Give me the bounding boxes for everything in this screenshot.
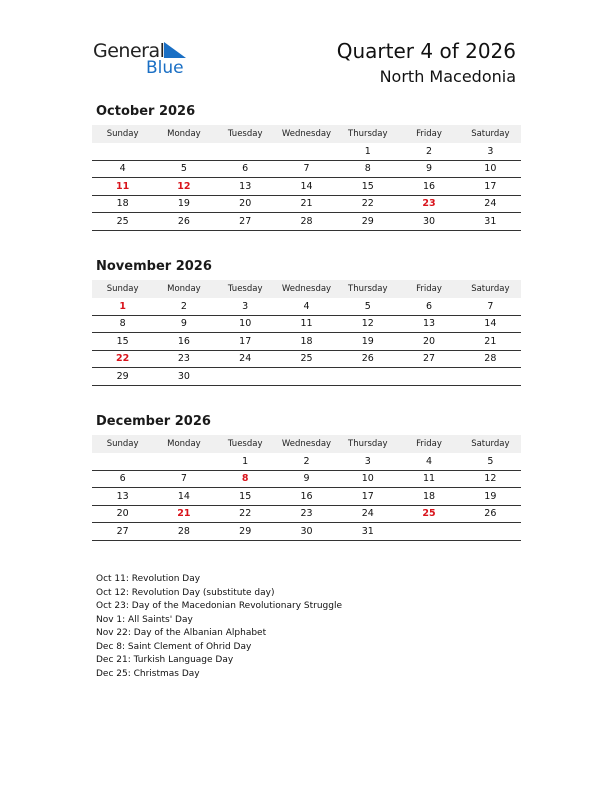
day-cell: 4 bbox=[276, 298, 337, 315]
week-row bbox=[92, 453, 521, 470]
day-cell: 5 bbox=[153, 160, 214, 178]
day-cell: 11 bbox=[276, 315, 337, 333]
day-cell: 7 bbox=[276, 160, 337, 178]
logo-word-blue: Blue bbox=[146, 58, 184, 78]
day-cell: 25 bbox=[398, 505, 459, 523]
day-cell: 8 bbox=[215, 470, 276, 488]
month-title: November 2026 bbox=[96, 259, 212, 274]
week-row bbox=[92, 470, 521, 488]
weekday-header: Wednesday bbox=[276, 125, 337, 143]
week-row bbox=[92, 505, 521, 523]
day-cell bbox=[92, 453, 153, 470]
month-title: December 2026 bbox=[96, 414, 211, 429]
month-grid bbox=[92, 280, 521, 386]
day-cell bbox=[153, 453, 214, 470]
day-cell: 22 bbox=[215, 505, 276, 523]
day-cell: 23 bbox=[153, 350, 214, 368]
month-grid bbox=[92, 125, 521, 231]
day-cell: 10 bbox=[460, 160, 521, 178]
week-row bbox=[92, 523, 521, 541]
day-cell: 11 bbox=[92, 178, 153, 196]
day-cell: 26 bbox=[153, 213, 214, 231]
day-cell: 21 bbox=[276, 195, 337, 213]
weekday-header: Wednesday bbox=[276, 435, 337, 453]
day-cell: 24 bbox=[460, 195, 521, 213]
weekday-header: Monday bbox=[153, 280, 214, 298]
day-cell: 19 bbox=[460, 488, 521, 506]
day-cell: 15 bbox=[92, 333, 153, 351]
week-row bbox=[92, 213, 521, 231]
day-cell: 17 bbox=[215, 333, 276, 351]
day-cell: 15 bbox=[337, 178, 398, 196]
weekday-header: Sunday bbox=[92, 280, 153, 298]
weekday-header: Monday bbox=[153, 125, 214, 143]
day-cell: 1 bbox=[92, 298, 153, 315]
day-cell: 16 bbox=[398, 178, 459, 196]
weekday-header: Thursday bbox=[337, 125, 398, 143]
weekday-header: Tuesday bbox=[215, 125, 276, 143]
day-cell bbox=[337, 368, 398, 386]
day-cell: 27 bbox=[215, 213, 276, 231]
day-cell: 10 bbox=[337, 470, 398, 488]
day-cell: 3 bbox=[337, 453, 398, 470]
day-cell: 23 bbox=[398, 195, 459, 213]
day-cell: 13 bbox=[92, 488, 153, 506]
day-cell: 12 bbox=[460, 470, 521, 488]
holiday-note: Oct 12: Revolution Day (substitute day) bbox=[96, 587, 275, 598]
country-name: North Macedonia bbox=[379, 67, 516, 86]
day-cell bbox=[153, 143, 214, 160]
day-cell: 6 bbox=[215, 160, 276, 178]
day-cell: 24 bbox=[337, 505, 398, 523]
day-cell: 14 bbox=[460, 315, 521, 333]
day-cell: 12 bbox=[153, 178, 214, 196]
holiday-notes bbox=[96, 573, 342, 681]
day-cell bbox=[460, 523, 521, 541]
day-cell: 10 bbox=[215, 315, 276, 333]
week-row bbox=[92, 178, 521, 196]
day-cell bbox=[460, 368, 521, 386]
day-cell: 12 bbox=[337, 315, 398, 333]
week-row bbox=[92, 350, 521, 368]
week-row bbox=[92, 160, 521, 178]
day-cell bbox=[276, 143, 337, 160]
day-cell bbox=[276, 368, 337, 386]
week-row bbox=[92, 298, 521, 315]
day-cell: 15 bbox=[215, 488, 276, 506]
day-cell: 16 bbox=[153, 333, 214, 351]
day-cell: 28 bbox=[153, 523, 214, 541]
month-grid bbox=[92, 435, 521, 541]
day-cell: 11 bbox=[398, 470, 459, 488]
day-cell: 7 bbox=[153, 470, 214, 488]
day-cell: 24 bbox=[215, 350, 276, 368]
holiday-note: Nov 22: Day of the Albanian Alphabet bbox=[96, 628, 267, 638]
day-cell: 29 bbox=[92, 368, 153, 386]
day-cell: 17 bbox=[337, 488, 398, 506]
weekday-header: Friday bbox=[398, 125, 459, 143]
holiday-note: Dec 25: Christmas Day bbox=[96, 668, 200, 679]
day-cell: 14 bbox=[276, 178, 337, 196]
day-cell: 8 bbox=[92, 315, 153, 333]
day-cell: 30 bbox=[276, 523, 337, 541]
day-cell: 3 bbox=[460, 143, 521, 160]
month-title: October 2026 bbox=[96, 104, 196, 119]
day-cell: 29 bbox=[337, 213, 398, 231]
day-cell: 30 bbox=[398, 213, 459, 231]
day-cell: 5 bbox=[460, 453, 521, 470]
weekday-header: Wednesday bbox=[276, 280, 337, 298]
day-cell: 18 bbox=[276, 333, 337, 351]
day-cell: 19 bbox=[153, 195, 214, 213]
weekday-header: Saturday bbox=[460, 280, 521, 298]
day-cell: 26 bbox=[337, 350, 398, 368]
weekday-header: Thursday bbox=[337, 280, 398, 298]
weekday-header: Friday bbox=[398, 280, 459, 298]
logo-word-general: General bbox=[93, 40, 165, 62]
day-cell: 16 bbox=[276, 488, 337, 506]
weekday-header: Monday bbox=[153, 435, 214, 453]
day-cell bbox=[398, 368, 459, 386]
day-cell: 21 bbox=[153, 505, 214, 523]
day-cell bbox=[215, 368, 276, 386]
weekday-header: Tuesday bbox=[215, 435, 276, 453]
day-cell: 31 bbox=[460, 213, 521, 231]
weekday-header: Saturday bbox=[460, 125, 521, 143]
day-cell: 2 bbox=[153, 298, 214, 315]
day-cell: 5 bbox=[337, 298, 398, 315]
holiday-note: Oct 23: Day of the Macedonian Revolutionary Struggle bbox=[96, 601, 343, 611]
weekday-header: Sunday bbox=[92, 125, 153, 143]
week-row bbox=[92, 315, 521, 333]
week-row bbox=[92, 143, 521, 160]
day-cell: 27 bbox=[92, 523, 153, 541]
day-cell: 20 bbox=[398, 333, 459, 351]
day-cell: 29 bbox=[215, 523, 276, 541]
weekday-header: Sunday bbox=[92, 435, 153, 453]
day-cell: 26 bbox=[460, 505, 521, 523]
month-calendar bbox=[92, 103, 521, 231]
day-cell: 17 bbox=[460, 178, 521, 196]
day-cell: 20 bbox=[92, 505, 153, 523]
day-cell: 7 bbox=[460, 298, 521, 315]
day-cell: 19 bbox=[337, 333, 398, 351]
day-cell: 28 bbox=[276, 213, 337, 231]
weekday-header: Friday bbox=[398, 435, 459, 453]
holiday-note: Oct 11: Revolution Day bbox=[96, 574, 201, 584]
day-cell: 25 bbox=[276, 350, 337, 368]
holiday-note: Dec 8: Saint Clement of Ohrid Day bbox=[96, 641, 252, 652]
weekday-header: Thursday bbox=[337, 435, 398, 453]
day-cell: 6 bbox=[92, 470, 153, 488]
day-cell: 14 bbox=[153, 488, 214, 506]
day-cell: 23 bbox=[276, 505, 337, 523]
week-row bbox=[92, 488, 521, 506]
holiday-note: Nov 1: All Saints' Day bbox=[96, 614, 193, 625]
day-cell: 8 bbox=[337, 160, 398, 178]
day-cell: 13 bbox=[398, 315, 459, 333]
day-cell: 2 bbox=[398, 143, 459, 160]
day-cell: 4 bbox=[92, 160, 153, 178]
month-calendar bbox=[92, 258, 521, 386]
week-row bbox=[92, 333, 521, 351]
day-cell: 3 bbox=[215, 298, 276, 315]
day-cell: 22 bbox=[92, 350, 153, 368]
day-cell: 9 bbox=[398, 160, 459, 178]
weekday-header: Saturday bbox=[460, 435, 521, 453]
holiday-note: Dec 21: Turkish Language Day bbox=[96, 655, 234, 665]
day-cell: 9 bbox=[276, 470, 337, 488]
month-calendar bbox=[92, 413, 521, 541]
week-row bbox=[92, 368, 521, 386]
week-row bbox=[92, 195, 521, 213]
day-cell: 20 bbox=[215, 195, 276, 213]
logo-triangle-icon bbox=[164, 42, 186, 58]
day-cell: 6 bbox=[398, 298, 459, 315]
day-cell: 28 bbox=[460, 350, 521, 368]
day-cell: 9 bbox=[153, 315, 214, 333]
day-cell: 25 bbox=[92, 213, 153, 231]
day-cell: 1 bbox=[337, 143, 398, 160]
day-cell: 18 bbox=[398, 488, 459, 506]
day-cell: 1 bbox=[215, 453, 276, 470]
day-cell: 13 bbox=[215, 178, 276, 196]
day-cell: 2 bbox=[276, 453, 337, 470]
day-cell: 22 bbox=[337, 195, 398, 213]
weekday-header: Tuesday bbox=[215, 280, 276, 298]
day-cell: 21 bbox=[460, 333, 521, 351]
generalblue-logo bbox=[93, 40, 188, 80]
page-title: Quarter 4 of 2026 bbox=[336, 39, 516, 63]
day-cell bbox=[92, 143, 153, 160]
day-cell: 30 bbox=[153, 368, 214, 386]
day-cell bbox=[398, 523, 459, 541]
day-cell: 31 bbox=[337, 523, 398, 541]
day-cell: 4 bbox=[398, 453, 459, 470]
day-cell bbox=[215, 143, 276, 160]
day-cell: 18 bbox=[92, 195, 153, 213]
day-cell: 27 bbox=[398, 350, 459, 368]
